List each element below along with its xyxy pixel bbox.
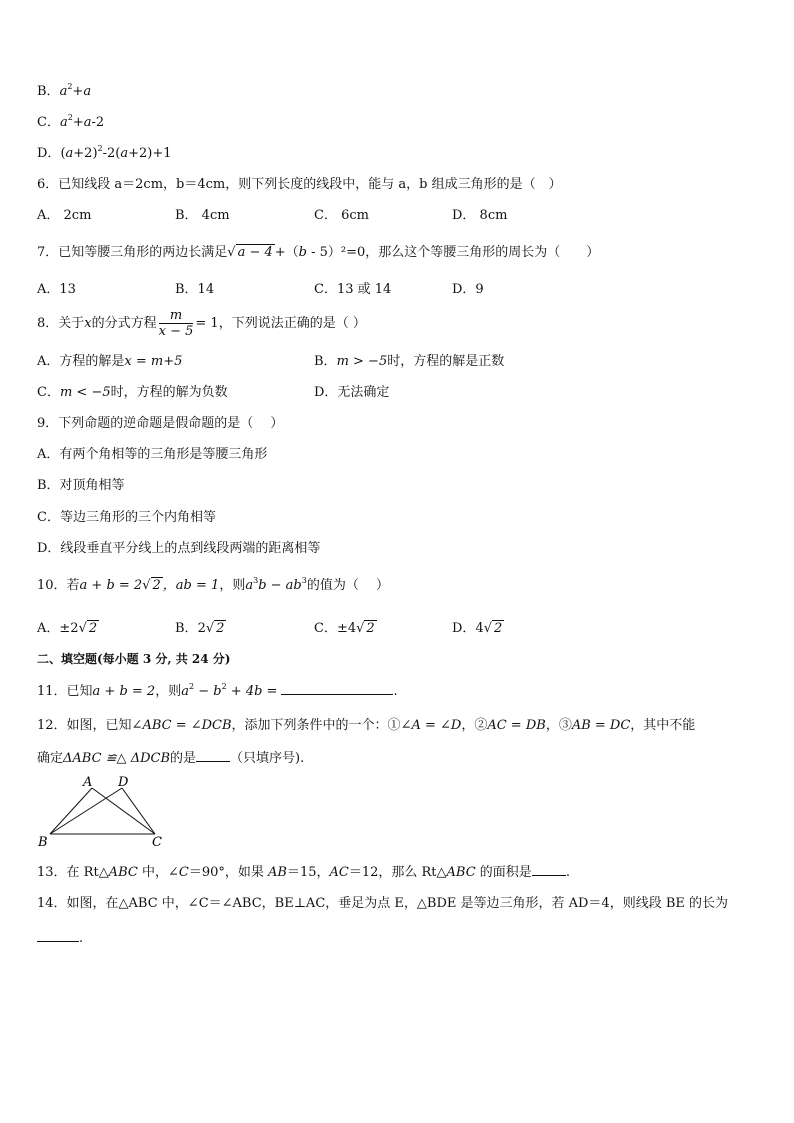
q6-stem: 6．已知线段 a＝2cm，b＝4cm，则下列长度的线段中，能与 a，b 组成三角形的是（ ） [37,177,562,192]
q10-option-d: D．4√ 2 [452,621,503,636]
q11-answer-blank[interactable] [281,682,393,695]
q11-stem: 11．已知a + b = 2，则$a^2 - b^2 + 4b$ = . [37,682,398,699]
q5-option-c: C．$a^2+a-2$ [37,113,105,130]
q6-option-a: A． 2cm [37,208,92,223]
q7-option-b: B．14 [175,282,215,297]
label-c: C [152,835,162,850]
q10-stem: 10．若a + b = 2√ 2 ，ab = 1，则$a^3b - ab^3$的值为（ ） [37,576,389,593]
q5-option-b: B．$a^2+a$ [37,82,92,99]
q9-option-d: D．线段垂直平分线上的点到线段两端的距离相等 [37,541,321,556]
q9-option-b: B．对顶角相等 [37,478,125,493]
q5-option-d: D．$(a+2)^2-2(a+2)+1$ [37,144,172,161]
q10-option-b: B．2√ 2 [175,621,225,636]
q9-stem: 9．下列命题的逆命题是假命题的是（ ） [37,416,284,431]
q8-option-c: C．m < −5时，方程的解为负数 [37,385,228,400]
q8-fraction: $\frac{m}{x - 5}$ [158,308,194,339]
q9-option-c: C．等边三角形的三个内角相等 [37,510,216,525]
q13-answer-blank[interactable] [532,863,566,876]
label-b: B [38,835,48,850]
section-heading: 二、填空题(每小题 3 分, 共 24 分) [37,652,231,666]
q7-option-c: C．13 或 14 [314,282,392,297]
q7-option-a: A．13 [37,282,76,297]
q8-stem: 8．关于x的分式方程 $\frac{m}{x - 5}$ = 1，下列说法正确的是（ ） [37,308,366,339]
q12-line2: 确定ΔABC ≌△ ΔDCB的是 （只填序号). [37,751,305,766]
q7-stem: 7．已知等腰三角形的两边长满足√ a − 4 +（b - 5）²=0，那么这个等腰三角形的周长为（ ） [37,245,600,260]
q9-option-a: A．有两个角相等的三角形是等腰三角形 [37,447,268,462]
q6-option-b: B． 4cm [175,208,230,223]
q6-option-c: C． 6cm [314,208,369,223]
label-a: A [83,775,93,790]
q8-option-b: B．m > −5时，方程的解是正数 [314,354,505,369]
q6-option-d: D． 8cm [452,208,508,223]
q8-option-a: A．方程的解是x = m+5 [37,354,183,369]
q13-stem: 13．在 Rt△ABC 中，∠C＝90°，如果 AB＝15，AC＝12，那么 Rt△ABC 的面积是 . [37,865,570,880]
q10-option-c: C．±4√ 2 [314,621,375,636]
q12-answer-blank[interactable] [196,749,230,762]
triangle-figure [30,772,170,852]
segment-dc [122,788,155,834]
segment-ac [92,788,155,834]
q12-line1: 12．如图，已知∠ABC = ∠DCB，添加下列条件中的一个：①∠A = ∠D，②AC = DB，③AB = DC，其中不能 [37,718,696,733]
q7-option-d: D．9 [452,282,484,297]
q10-option-a: A．±2√ 2 [37,621,98,636]
label-d: D [118,775,129,790]
q8-option-d: D．无法确定 [314,385,390,400]
q7-sqrt: a − 4 [237,245,273,260]
q14-answer-blank[interactable] [37,929,79,942]
q14-line1: 14．如图，在△ABC 中，∠C＝∠ABC，BE⊥AC，垂足为点 E，△BDE 是等边三角形，若 AD＝4，则线段 BE 的长为 [37,896,729,911]
q14-line2: . [37,929,83,947]
